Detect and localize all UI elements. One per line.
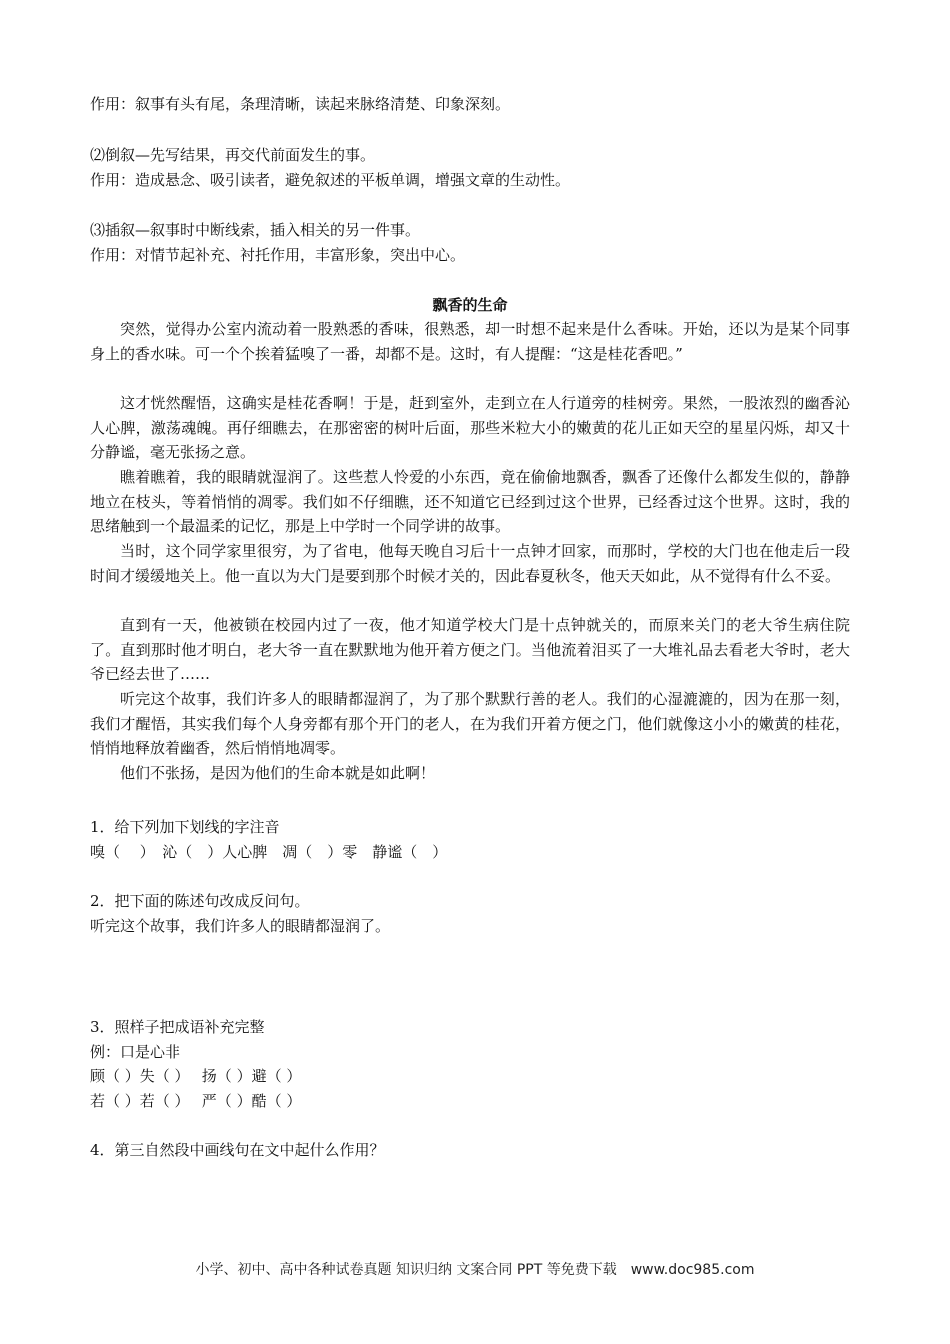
shunxu-effect: 作用：叙事有头有尾，条理清晰，读起来脉络清楚、印象深刻。 [90, 95, 511, 113]
question-3-row-2: 若（ ）若（ ） 严（ ）酷（ ） [90, 1092, 302, 1110]
article-paragraph-5: 直到有一天，他被锁在校园内过了一夜，他才知道学校大门是十点钟就关的，而原来关门的老大爷生病住院了。直到那时他才明白，老大爷一直在默默地为他开着方便之门。当他流着泪买了一大堆礼品去看老大爷时，老大爷已经去世了…… [90, 616, 850, 683]
question-1-items: 嗅（ ） 沁（ ）人心脾 凋（ ）零 静谧（ ） [90, 843, 448, 861]
question-2-sentence: 听完这个故事，我们许多人的眼睛都湿润了。 [90, 917, 391, 935]
question-1-title: 1．给下列加下划线的字注音 [90, 818, 280, 836]
footer-watermark: 小学、初中、高中各种试卷真题 知识归纳 文案合同 PPT 等免费下载 www.doc985.com [195, 1262, 755, 1278]
article-paragraph-1: 突然，觉得办公室内流动着一股熟悉的香味，很熟悉，却一时想不起来是什么香味。开始，还以为是某个同事身上的香水味。可一个个挨着猛嗅了一番，却都不是。这时，有人提醒：“这是桂花香吧。” [90, 320, 850, 363]
question-3-title: 3．照样子把成语补充完整 [90, 1018, 265, 1036]
question-2-title: 2．把下面的陈述句改成反问句。 [90, 892, 310, 910]
daoxu-effect: 作用：造成悬念、吸引读者，避免叙述的平板单调，增强文章的生动性。 [90, 171, 571, 189]
question-3-row-1: 顾（ ）失（ ） 扬（ ）避（ ） [90, 1067, 302, 1085]
chaxu-definition: ⑶插叙—叙事时中断线索，插入相关的另一件事。 [90, 221, 421, 239]
question-3-example: 例：口是心非 [90, 1043, 181, 1061]
article-paragraph-6: 听完这个故事，我们许多人的眼睛都湿润了，为了那个默默行善的老人。我们的心湿漉漉的，因为在那一刻，我们才醒悟，其实我们每个人身旁都有那个开门的老人，在为我们开着方便之门，他们就像这小小的嫩黄的桂花，悄悄地释放着幽香，然后悄悄地凋零。 [90, 690, 850, 757]
article-paragraph-2: 这才恍然醒悟，这确实是桂花香啊！于是，赶到室外，走到立在人行道旁的桂树旁。果然，一股浓烈的幽香沁人心脾，激荡魂魄。再仔细瞧去，在那密密的树叶后面，那些米粒大小的嫩黄的花儿正如天空的星星闪烁，却又十分静谧，毫无张扬之意。 [90, 394, 850, 461]
article-title: 飘香的生命 [432, 296, 508, 314]
chaxu-effect: 作用：对情节起补充、衬托作用，丰富形象，突出中心。 [90, 246, 466, 264]
article-paragraph-3: 瞧着瞧着，我的眼睛就湿润了。这些惹人怜爱的小东西，竟在偷偷地飘香，飘香了还像什么都发生似的，静静地立在枝头，等着悄悄的凋零。我们如不仔细瞧，还不知道它已经到过这个世界，已经香过这个世界。这时，我的思绪触到一个最温柔的记忆，那是上中学时一个同学讲的故事。 [90, 468, 850, 535]
article-paragraph-4: 当时，这个同学家里很穷，为了省电，他每天晚自习后十一点钟才回家，而那时，学校的大门也在他走后一段时间才缓缓地关上。他一直以为大门是要到那个时候才关的，因此春夏秋冬，他天天如此，从不觉得有什么不妥。 [90, 542, 850, 585]
question-4-title: 4．第三自然段中画线句在文中起什么作用？ [90, 1141, 385, 1159]
article-paragraph-7: 他们不张扬，是因为他们的生命本就是如此啊！ [120, 764, 436, 782]
daoxu-definition: ⑵倒叙—先写结果，再交代前面发生的事。 [90, 146, 376, 164]
